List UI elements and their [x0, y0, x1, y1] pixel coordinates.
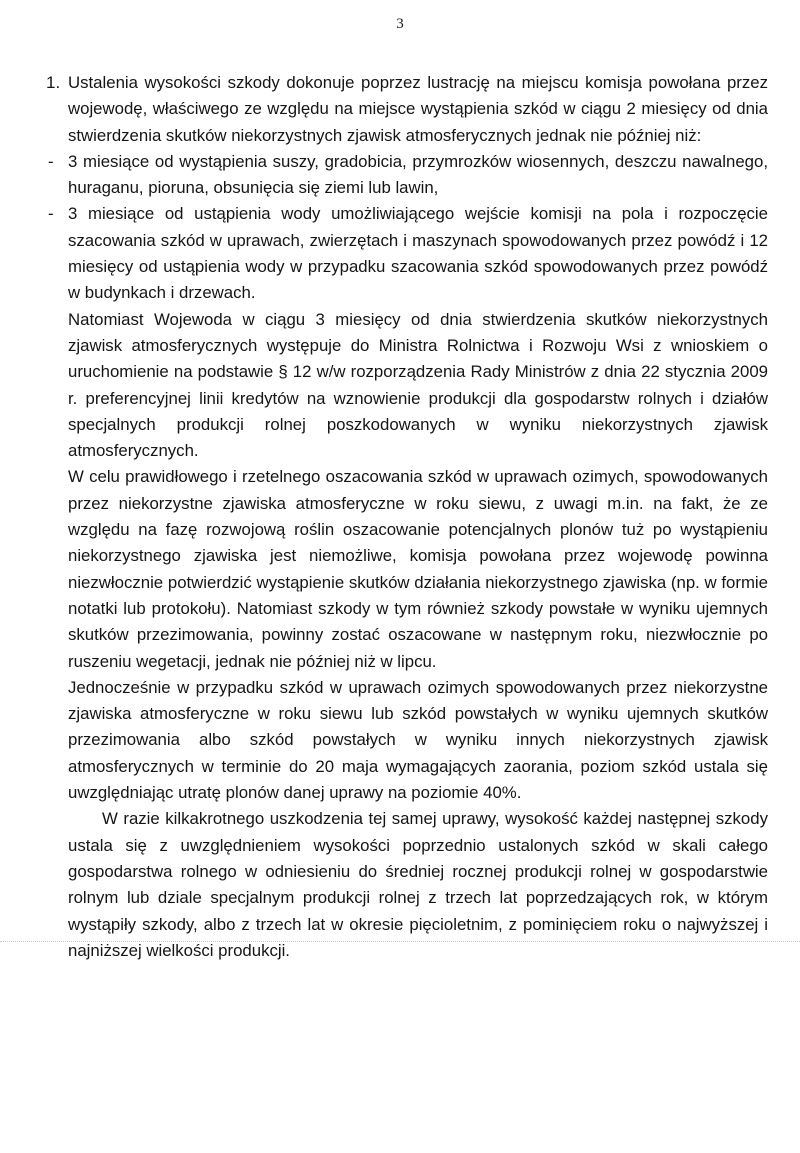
paragraph-wojewoda: Natomiast Wojewoda w ciągu 3 miesięcy od dnia stwierdzenia skutków niekorzystnych zjawisk atmosferycznych występuje do Ministra Rolnictwa i Rozwoju Wsi z wnioskiem o uruchomienie na podstawie § 12 w/w rozporządzenia Rady Ministrów z dnia 22 stycznia 2009 r. preferencyjnej linii kredytów na wznowienie produkcji dla gospodarstw rolnych i działów specjalnych produkcji rolnej poszkodowanych w wyniku niekorzystnych zjawisk atmosferycznych.: [68, 309, 768, 461]
list-item: [48, 201, 768, 306]
paragraph-uprawy-ozime: W celu prawidłowego i rzetelnego oszacowania szkód w uprawach ozimych, spowodowanych przez niekorzystne zjawiska atmosferyczne w roku siewu, z uwagi m.in. na fakt, że ze względu na fazę rozwojową roślin oszacowanie potencjalnych plonów tuż po wystąpieniu niekorzystnego zjawiska jest niemożliwe, komisja powołana przez wojewodę powinna niezwłocznie potwierdzić wystąpienie skutków działania niekorzystnego zjawiska (np. w formie notatki lub protokołu). Natomiast szkody w tym również szkody powstałe w wyniku ujemnych skutków przezimowania, powinny zostać oszacowane w następnym roku, niezwłocznie po ruszeniu wegetacji, jednak nie później niż w lipcu.: [68, 467, 768, 671]
list-item: [48, 149, 768, 202]
page-number: 3: [396, 16, 404, 32]
item-1-intro: [46, 70, 768, 149]
dash-marker: -: [48, 151, 54, 171]
document-body: [46, 70, 768, 964]
list-item-text: 3 miesiące od ustąpienia wody umożliwiającego wejście komisji na pola i rozpoczęcie szacowania szkód w uprawach, zwierzętach i maszynach spowodowanych przez powódź i 12 miesięcy od ustąpienia wody w przypadku szacowania szkód spowodowanych przez powódź w budynkach i drzewach.: [68, 204, 768, 303]
item-number: 1.: [46, 73, 61, 92]
list-item-text: 3 miesiące od wystąpienia suszy, gradobicia, przymrozków wiosennych, deszczu nawalnego, huraganu, pioruna, obsunięcia się ziemi lub lawin,: [68, 151, 768, 198]
deadline-list: [48, 149, 768, 307]
item-intro-text: Ustalenia wysokości szkody dokonuje poprzez lustrację na miejscu komisja powołana przez wojewodę, właściwego ze względu na miejsce wystąpienia szkód w ciągu 2 miesięcy od dnia stwierdzenia skutków niekorzystnych zjawisk atmosferycznych jednak nie później niż:: [68, 73, 768, 145]
dash-marker: -: [48, 204, 54, 224]
paragraph-jednoczesnie: Jednocześnie w przypadku szkód w uprawach ozimych spowodowanych przez niekorzystne zjawiska atmosferyczne w roku siewu lub szkód powstałych w wyniku ujemnych skutków przezimowania albo szkód powstałych w wyniku innych niekorzystnych zjawisk atmosferycznych w terminie do 20 maja wymagających zaorania, poziom szkód ustala się uwzględniając utratę plonów danej uprawy na poziomie 40%.: [68, 677, 768, 803]
paragraph-kilkakrotne-uszkodzenie: W razie kilkakrotnego uszkodzenia tej samej uprawy, wysokość każdej następnej szkody ustala się z uwzględnieniem wysokości poprzednio ustalonych szkód w skali całego gospodarstwa rolnego w odniesieniu do średniej rocznej produkcji rolnej w gospodarstwie rolnym lub dziale specjalnym produkcji rolnej z trzech lat poprzedzających rok, w którym wystąpiły szkody, albo z trzech lat w okresie pięcioletnim, z pominięciem roku o najwyższej i najniższej wielkości produkcji.: [68, 809, 768, 960]
